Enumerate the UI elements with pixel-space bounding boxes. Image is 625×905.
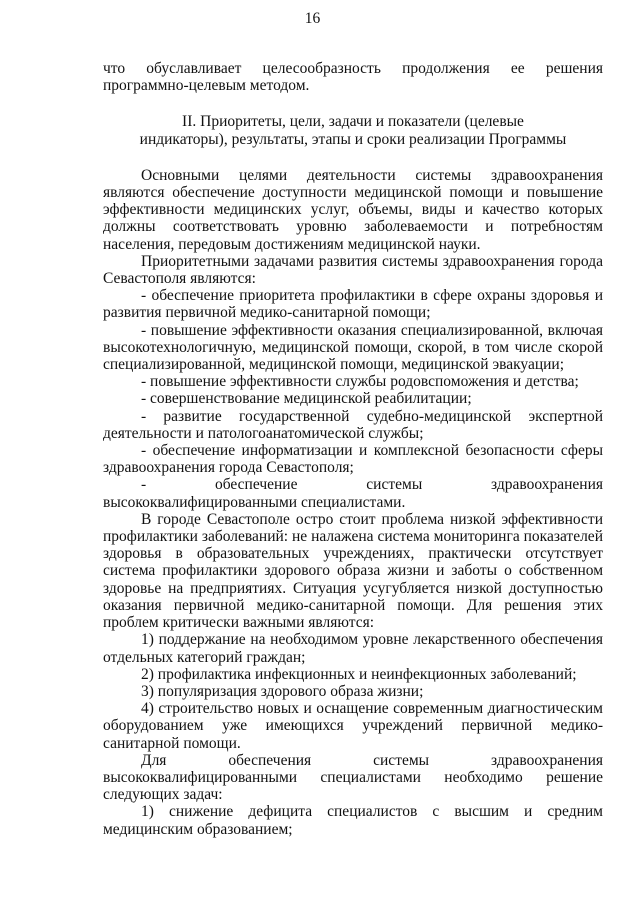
list-item: - повышение эффективности оказания специализированной, включая высокотехнологичную, медицинской помощи, скорой, в том числе скорой специализированной, медицинской помощи, медицинской эвакуации;: [103, 321, 603, 374]
numbered-item: 4) строительство новых и оснащение современным диагностическим оборудованием уже имеющихся учреждений первичной медико-санитарной помощи.: [103, 700, 603, 752]
numbered-item: 3) популяризация здорового образа жизни;: [141, 682, 424, 700]
paragraph-staffing: Для обеспечения системы здравоохранения высококвалифицированными специалистами необходимо решение следующих задач:: [103, 751, 603, 804]
intro-paragraph: что обуславливает целесообразность продолжения ее решения программно-целевым методом.: [103, 60, 603, 95]
numbered-item: 1) снижение дефицита специалистов с высшим и средним медицинским образованием;: [103, 803, 603, 838]
page-number: 16: [304, 10, 321, 27]
list-item: - совершенствование медицинской реабилитации;: [141, 390, 472, 408]
list-item: - обеспечение системы здравоохранения высококвалифицированными специалистами.: [103, 476, 603, 511]
section-heading: [103, 113, 603, 147]
numbered-item: 1) поддержание на необходимом уровне лекарственного обеспечения отдельных категорий граждан;: [103, 631, 603, 666]
section-heading-line-1: II. Приоритеты, цели, задачи и показатели (целевые: [182, 113, 524, 131]
list-item: - развитие государственной судебно-медицинской экспертной деятельности и патологоанатомической службы;: [103, 407, 603, 442]
numbered-item: 2) профилактика инфекционных и неинфекционных заболеваний;: [141, 665, 577, 683]
list-item: - обеспечение информатизации и комплексной безопасности сферы здравоохранения города Севастополя;: [103, 442, 603, 477]
paragraph-priorities: Приоритетными задачами развития системы здравоохранения города Севастополя являются:: [103, 252, 603, 288]
list-item: - повышение эффективности службы родовспоможения и детства;: [141, 373, 579, 391]
document-body: [103, 60, 603, 838]
paragraph-goals: Основными целями деятельности системы здравоохранения являются обеспечение доступности медицинской помощи и повышение эффективности медицинских услуг, объемы, виды и качество которых должны соответствовать уровню заболеваемости и потребностям населения, передовым достижениям медицинской науки.: [103, 166, 603, 253]
section-heading-line-2: индикаторы), результаты, этапы и сроки реализации Программы: [139, 130, 567, 148]
paragraph-problem: В городе Севастополе остро стоит проблема низкой эффективности профилактики заболеваний: не налажена система мониторинга показателей здоровья в образовательных учреждениях, практически отсутствует система профилактики здорового образа жизни и заботы о собственном здоровье на предприятиях. Ситуация усугубляется низкой доступностью оказания первичной медико-санитарной помощи. Для решения этих проблем критически важными являются:: [103, 510, 603, 632]
list-item: - обеспечение приоритета профилактики в сфере охраны здоровья и развития первичной медико-санитарной помощи;: [103, 287, 603, 322]
